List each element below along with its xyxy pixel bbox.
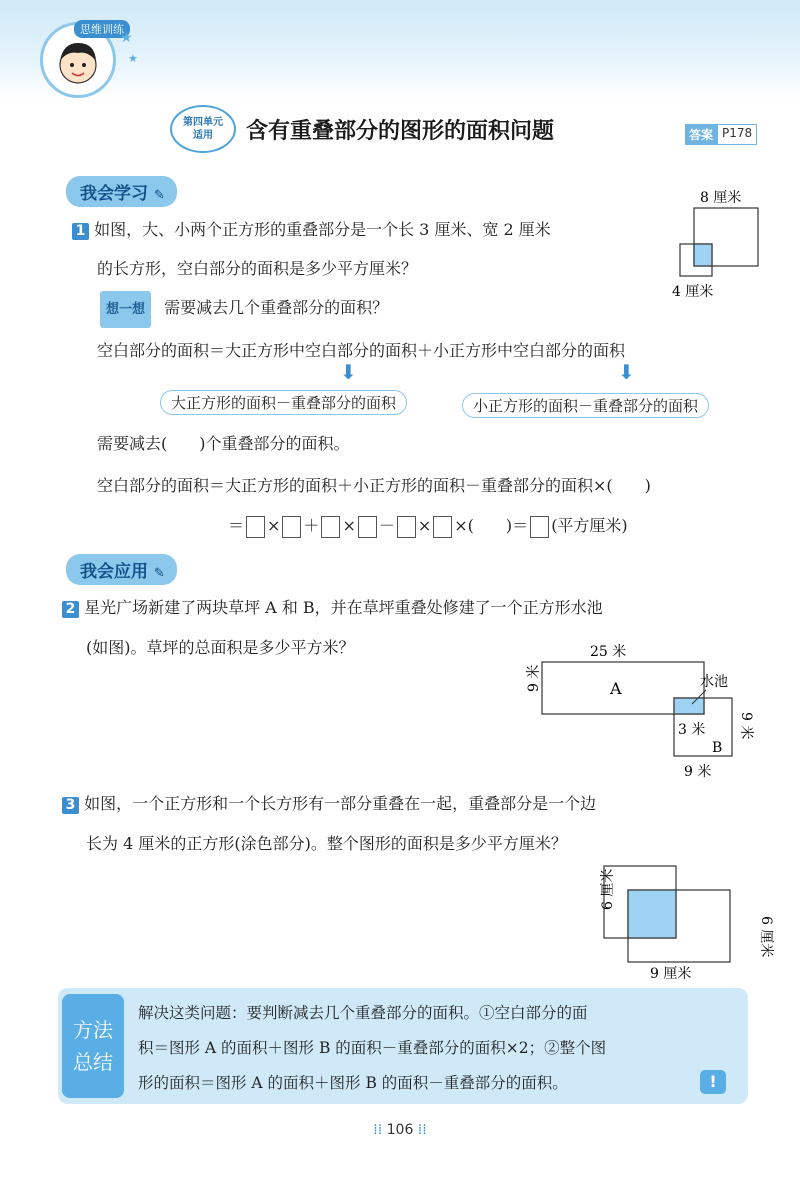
q2-fig-b: B [712, 740, 723, 756]
page-number [0, 1122, 800, 1138]
q2-fig-top: 25 米 [590, 644, 627, 660]
q1-line2: 的长方形，空白部分的面积是多少平方厘米？ [97, 259, 418, 278]
method-text [138, 996, 738, 1101]
title-row [170, 105, 554, 153]
answer-box[interactable] [433, 516, 452, 538]
q1-need-subtract: 需要减去( )个重叠部分的面积。 [97, 434, 350, 453]
minus-sign: － [378, 516, 395, 535]
method-label [62, 994, 124, 1098]
q3-text1: 如图，一个正方形和一个长方形有一部分重叠在一起，重叠部分是一个边 [84, 794, 597, 813]
eq-sign: ＝ [228, 516, 245, 535]
q1-text1: 如图，大、小两个正方形的重叠部分是一个长 3 厘米、宽 2 厘米 [94, 220, 551, 239]
q2-line2: (如图)。草坪的总面积是多少平方米？ [86, 638, 355, 657]
bubble-left: 大正方形的面积－重叠部分的面积 [160, 390, 407, 415]
q2-line1 [62, 590, 603, 625]
banner-label: 思维训练 [74, 20, 130, 38]
unit-badge-line2: 适用 [193, 130, 213, 141]
method-label2: 总结 [73, 1050, 113, 1074]
q1-fig-small-label: 4 厘米 [672, 284, 714, 300]
method-label1: 方法 [73, 1018, 113, 1042]
overlap-rect [694, 244, 712, 266]
arrow-down-icon: ⬇ [618, 360, 635, 384]
q2-text1: 星光广场新建了两块草坪 A 和 B，并在草坪重叠处修建了一个正方形水池 [84, 598, 603, 617]
q1-think [100, 290, 388, 328]
q2-fig-right: 9 米 [738, 712, 754, 740]
unit-badge-line1: 第四单元 [183, 117, 223, 128]
star-icon: ★ [128, 52, 138, 65]
q2-figure [526, 636, 760, 784]
paren-blank[interactable]: ( ) [467, 516, 513, 535]
star-icon: ★ [120, 30, 133, 46]
answer-ref[interactable] [685, 124, 757, 145]
plus-sign: ＋ [303, 516, 320, 535]
q2-fig-left: 9 米 [526, 664, 542, 692]
answer-box[interactable] [321, 516, 340, 538]
overlap-square [628, 890, 676, 938]
pencil-icon: ✎ [153, 566, 165, 581]
section-learn-label: 我会学习 [80, 184, 148, 204]
pencil-icon: ✎ [153, 188, 165, 203]
q1-number: 1 [72, 223, 89, 240]
method-line3: 形的面积＝图形 A 的面积＋图形 B 的面积－重叠部分的面积。 [138, 1074, 568, 1092]
q2-fig-3: 3 米 [678, 722, 706, 738]
arrow-down-icon: ⬇ [340, 360, 357, 384]
times-sign: × [342, 516, 356, 535]
q2-number: 2 [62, 601, 79, 618]
exclamation-icon: ! [700, 1070, 726, 1094]
answer-box[interactable] [282, 516, 301, 538]
section-learn [66, 176, 177, 207]
method-line2: 积＝图形 A 的面积＋图形 B 的面积－重叠部分的面积×2；②整个图 [138, 1039, 607, 1057]
q1-line1 [72, 212, 551, 247]
answer-label: 答案 [685, 124, 717, 145]
method-line1: 解决这类问题：要判断减去几个重叠部分的面积。①空白部分的面 [138, 1004, 588, 1022]
q3-line2: 长为 4 厘米的正方形(涂色部分)。整个图形的面积是多少平方厘米？ [86, 834, 567, 853]
q1-equation [228, 508, 628, 543]
q3-number: 3 [62, 797, 79, 814]
q1-figure [668, 180, 768, 300]
header-band [0, 0, 800, 100]
q3-fig-right: 6 厘米 [758, 916, 774, 958]
dots-icon: ⁞⁞ [413, 1122, 427, 1138]
q3-figure [580, 862, 774, 986]
q2-fig-bottom: 9 米 [684, 764, 712, 780]
q1-relation: 空白部分的面积＝大正方形中空白部分的面积＋小正方形中空白部分的面积 [97, 341, 626, 360]
equals-sign: ＝ [512, 516, 529, 535]
q3-fig-bottom: 9 厘米 [650, 966, 692, 982]
q1-formula: 空白部分的面积＝大正方形的面积＋小正方形的面积－重叠部分的面积×( ) [97, 476, 651, 495]
think-label: 想一想 [100, 291, 151, 328]
page-number-value: 106 [386, 1122, 414, 1138]
section-apply [66, 554, 177, 585]
answer-page: P178 [717, 124, 757, 145]
q2-fig-a: A [610, 679, 622, 698]
dots-icon: ⁞⁞ [373, 1122, 387, 1138]
bubble-right: 小正方形的面积－重叠部分的面积 [462, 393, 709, 418]
times-sign: × [417, 516, 432, 535]
q3-fig-left: 6 厘米 [600, 868, 616, 910]
answer-box[interactable] [246, 516, 265, 538]
section-apply-label: 我会应用 [80, 562, 148, 582]
answer-box[interactable] [397, 516, 416, 538]
times-sign: × [267, 516, 281, 535]
answer-box[interactable] [358, 516, 377, 538]
times-sign: × [454, 516, 468, 535]
unit-text: (平方厘米) [551, 516, 628, 535]
think-text: 需要减去几个重叠部分的面积？ [164, 298, 389, 317]
q3-line1 [62, 786, 596, 821]
unit-badge [170, 105, 236, 153]
answer-box[interactable] [530, 516, 549, 538]
q1-fig-big-label: 8 厘米 [700, 190, 742, 206]
page-title: 含有重叠部分的图形的面积问题 [246, 118, 555, 144]
pool [674, 698, 704, 714]
q2-fig-pool: 水池 [700, 674, 728, 690]
